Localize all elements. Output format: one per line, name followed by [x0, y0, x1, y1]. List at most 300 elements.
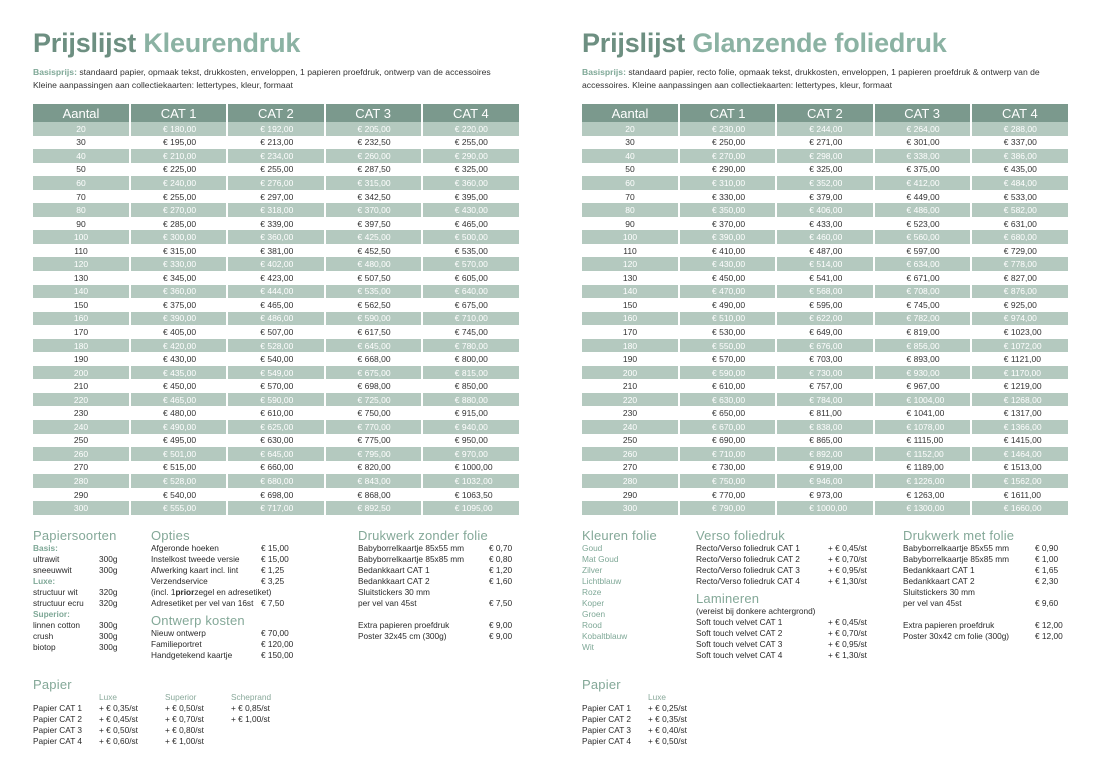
foil-color-item: Groen [582, 609, 606, 619]
column-header-amount: Aantal [582, 104, 679, 122]
price-cell: € 352,00 [776, 176, 873, 190]
price-cell: € 1366,00 [971, 420, 1068, 434]
list-item [358, 620, 548, 631]
price-cell: € 946,00 [776, 474, 873, 488]
price-cell: € 325,00 [422, 163, 519, 177]
section-title: Verso foliedruk [696, 528, 785, 543]
list-item [151, 650, 351, 661]
price-cell: € 597,00 [874, 244, 971, 258]
column-header-cat2: CAT 2 [776, 104, 873, 122]
price-cell: € 370,00 [325, 203, 422, 217]
price-cell: € 510,00 [679, 312, 776, 326]
price-cell: € 330,00 [679, 190, 776, 204]
print-with-foil-section [903, 530, 1093, 642]
table-row [33, 257, 519, 271]
section-title: Ontwerp kosten [151, 613, 245, 628]
spacer [33, 692, 99, 703]
amount-cell: 120 [33, 257, 130, 271]
adjustments-text: accessoires. Kleine aanpassingen aan collectiekaarten: lettertypes, kleur, formaat [582, 79, 893, 90]
list-item [33, 598, 148, 609]
item-label: Adresetiket per vel van 16st [151, 598, 254, 608]
price-cell: € 397,50 [325, 217, 422, 231]
list-item [696, 628, 896, 639]
price-cell: € 717,00 [227, 501, 324, 515]
price-cell: € 590,00 [679, 366, 776, 380]
price-cell: € 1032,00 [422, 474, 519, 488]
price-cell: € 230,00 [679, 122, 776, 136]
price-cell: € 640,00 [422, 285, 519, 299]
section-title: Opties [151, 528, 190, 543]
column-header-cat4: CAT 4 [422, 104, 519, 122]
price-cell: € 260,00 [325, 149, 422, 163]
price-cell: € 815,00 [422, 366, 519, 380]
page-title [582, 28, 947, 59]
price-cell: € 550,00 [679, 339, 776, 353]
base-price-text: standaard papier, opmaak tekst, drukkosten, enveloppen, 1 papieren proefdruk, ontwerp van de accessoires [76, 67, 491, 77]
amount-cell: 210 [33, 379, 130, 393]
title-part-2: Glanzende foliedruk [692, 28, 947, 58]
price-cell: € 375,00 [130, 298, 227, 312]
item-price: 300g [99, 620, 118, 630]
amount-cell: 60 [33, 176, 130, 190]
price-cell: € 838,00 [776, 420, 873, 434]
amount-cell: 30 [33, 136, 130, 150]
item-label: Babyborrelkaartje 85x85 mm [358, 554, 465, 564]
item-label: per vel van 45st [358, 598, 417, 608]
price-cell: € 381,00 [227, 244, 324, 258]
price-cell: € 1317,00 [971, 406, 1068, 420]
amount-cell: 40 [582, 149, 679, 163]
price-cell: € 412,00 [874, 176, 971, 190]
item-price: 320g [99, 598, 118, 608]
paper-price: + € 0,50/st [165, 703, 204, 713]
item-price: € 9,00 [489, 631, 513, 641]
list-item [696, 576, 896, 587]
price-cell: € 287,50 [325, 163, 422, 177]
item-label: Bedankkaart CAT 1 [903, 565, 975, 575]
price-cell: € 480,00 [325, 257, 422, 271]
paper-price: + € 0,45/st [99, 714, 138, 724]
price-cell: € 865,00 [776, 434, 873, 448]
price-cell: € 967,00 [874, 379, 971, 393]
table-row [33, 203, 519, 217]
price-cell: € 630,00 [679, 393, 776, 407]
amount-cell: 270 [33, 461, 130, 475]
price-cell: € 827,00 [971, 271, 1068, 285]
price-cell: € 671,00 [874, 271, 971, 285]
price-cell: € 582,00 [971, 203, 1068, 217]
price-cell: € 1063,50 [422, 488, 519, 502]
price-cell: € 649,00 [776, 325, 873, 339]
print-no-foil-section [358, 530, 548, 642]
price-cell: € 625,00 [227, 420, 324, 434]
item-label: Afgeronde hoeken [151, 543, 219, 553]
price-cell: € 345,00 [130, 271, 227, 285]
price-cell: € 595,00 [776, 298, 873, 312]
list-item [358, 609, 548, 620]
amount-cell: 120 [582, 257, 679, 271]
price-cell: € 782,00 [874, 312, 971, 326]
item-label: Recto/Verso foliedruk CAT 1 [696, 543, 800, 553]
item-price: € 12,00 [1035, 620, 1063, 630]
item-label: structuur ecru [33, 598, 84, 608]
price-cell: € 676,00 [776, 339, 873, 353]
price-cell: € 710,00 [422, 312, 519, 326]
list-item [151, 587, 351, 598]
amount-cell: 60 [582, 176, 679, 190]
table-row [33, 352, 519, 366]
title-part-1: Prijslijst [33, 28, 137, 58]
price-cell: € 210,00 [130, 149, 227, 163]
list-item [151, 639, 351, 650]
verso-foil-section [696, 530, 896, 661]
foil-colors-section [582, 530, 692, 653]
amount-cell: 220 [33, 393, 130, 407]
price-cell: € 213,00 [227, 136, 324, 150]
item-label: Nieuw ontwerp [151, 628, 206, 638]
price-cell: € 843,00 [325, 474, 422, 488]
price-cell: € 562,50 [325, 298, 422, 312]
item-price: € 15,00 [261, 554, 289, 564]
table-row [582, 285, 1068, 299]
paper-price: + € 0,35/st [648, 714, 687, 724]
item-price: € 3,25 [261, 576, 285, 586]
price-cell: € 390,00 [679, 230, 776, 244]
price-cell: € 650,00 [679, 406, 776, 420]
item-price: 300g [99, 565, 118, 575]
price-cell: € 423,00 [227, 271, 324, 285]
table-row [33, 298, 519, 312]
table-row [33, 163, 519, 177]
item-label: Babyborrelkaartje 85x55 mm [903, 543, 1010, 553]
item-label: Instelkost tweede versie [151, 554, 240, 564]
price-cell: € 876,00 [971, 285, 1068, 299]
amount-cell: 80 [582, 203, 679, 217]
item-label: Recto/Verso foliedruk CAT 3 [696, 565, 800, 575]
list-item [582, 736, 782, 747]
item-label: Afwerking kaart incl. lint [151, 565, 239, 575]
paper-column-header: Luxe [99, 692, 117, 702]
price-cell: € 430,00 [130, 352, 227, 366]
table-row [582, 136, 1068, 150]
list-item [358, 543, 548, 554]
column-header-cat1: CAT 1 [679, 104, 776, 122]
paper-header-row [33, 692, 333, 703]
item-label: Recto/Verso foliedruk CAT 4 [696, 576, 800, 586]
price-cell: € 528,00 [227, 339, 324, 353]
amount-cell: 230 [582, 406, 679, 420]
table-row [582, 488, 1068, 502]
amount-cell: 170 [33, 325, 130, 339]
table-row [582, 244, 1068, 258]
table-row [33, 420, 519, 434]
table-row [582, 298, 1068, 312]
price-cell: € 973,00 [776, 488, 873, 502]
item-price: € 0,80 [489, 554, 513, 564]
spacer [582, 692, 648, 703]
list-item [151, 628, 351, 639]
table-row [33, 366, 519, 380]
table-row [582, 447, 1068, 461]
table-row [582, 163, 1068, 177]
price-cell: € 264,00 [874, 122, 971, 136]
item-price: € 7,50 [489, 598, 513, 608]
list-item [903, 576, 1093, 587]
price-cell: € 892,00 [776, 447, 873, 461]
table-row [33, 230, 519, 244]
amount-cell: 150 [33, 298, 130, 312]
price-cell: € 630,00 [227, 434, 324, 448]
price-cell: € 420,00 [130, 339, 227, 353]
column-header-cat3: CAT 3 [325, 104, 422, 122]
price-cell: € 486,00 [227, 312, 324, 326]
price-cell: € 1095,00 [422, 501, 519, 515]
item-price: € 1,65 [1035, 565, 1059, 575]
table-row [582, 501, 1068, 515]
foil-color-item: Kobaltblauw [582, 631, 628, 641]
group-label: Superior: [33, 609, 70, 619]
price-cell: € 533,00 [971, 190, 1068, 204]
table-row [582, 352, 1068, 366]
list-item [696, 554, 896, 565]
item-price: € 0,70 [489, 543, 513, 553]
column-header-amount: Aantal [33, 104, 130, 122]
amount-cell: 280 [582, 474, 679, 488]
amount-cell: 210 [582, 379, 679, 393]
list-item [582, 725, 782, 736]
item-price: € 1,20 [489, 565, 513, 575]
price-cell: € 180,00 [130, 122, 227, 136]
price-cell: € 300,00 [130, 230, 227, 244]
price-cell: € 515,00 [130, 461, 227, 475]
price-cell: € 195,00 [130, 136, 227, 150]
price-cell: € 495,00 [130, 434, 227, 448]
note-bold: prior [175, 587, 195, 597]
price-cell: € 232,50 [325, 136, 422, 150]
item-label: structuur wit [33, 587, 78, 597]
list-item [582, 703, 782, 714]
price-cell: € 410,00 [679, 244, 776, 258]
section-title: Drukwerk zonder folie [358, 528, 488, 543]
price-cell: € 405,00 [130, 325, 227, 339]
table-row [582, 420, 1068, 434]
price-cell: € 590,00 [325, 312, 422, 326]
group-label: Luxe: [33, 576, 56, 586]
price-cell: € 490,00 [679, 298, 776, 312]
price-cell: € 395,00 [422, 190, 519, 204]
table-row [582, 434, 1068, 448]
item-label: Familieportret [151, 639, 202, 649]
table-row [33, 501, 519, 515]
amount-cell: 140 [33, 285, 130, 299]
table-row [582, 312, 1068, 326]
foil-color-item: Roze [582, 587, 602, 597]
price-cell: € 490,00 [130, 420, 227, 434]
table-row [582, 176, 1068, 190]
page-title [33, 28, 300, 59]
table-row [33, 176, 519, 190]
price-cell: € 1000,00 [776, 501, 873, 515]
price-cell: € 610,00 [227, 406, 324, 420]
item-price: € 9,60 [1035, 598, 1059, 608]
title-part-2: Kleurendruk [143, 28, 301, 58]
table-row [582, 325, 1068, 339]
list-item [903, 565, 1093, 576]
table-row [582, 461, 1068, 475]
table-row [33, 217, 519, 231]
price-cell: € 1263,00 [874, 488, 971, 502]
table-row [33, 244, 519, 258]
price-cell: € 315,00 [325, 176, 422, 190]
price-cell: € 555,00 [130, 501, 227, 515]
price-cell: € 430,00 [422, 203, 519, 217]
price-cell: € 710,00 [679, 447, 776, 461]
table-row [33, 406, 519, 420]
price-cell: € 730,00 [679, 461, 776, 475]
item-label [903, 609, 1035, 620]
price-cell: € 318,00 [227, 203, 324, 217]
foil-color-item: Lichtblauw [582, 576, 622, 586]
item-price: € 150,00 [261, 650, 294, 660]
list-item [696, 617, 896, 628]
price-cell: € 234,00 [227, 149, 324, 163]
price-cell: € 549,00 [227, 366, 324, 380]
note-text: zegel en adresetiket) [194, 587, 272, 597]
table-row [33, 190, 519, 204]
price-cell: € 192,00 [227, 122, 324, 136]
item-price: 300g [99, 554, 118, 564]
price-cell: € 1415,00 [971, 434, 1068, 448]
table-row [33, 271, 519, 285]
price-cell: € 750,00 [325, 406, 422, 420]
price-cell: € 778,00 [971, 257, 1068, 271]
item-label: Soft touch velvet CAT 3 [696, 639, 783, 649]
list-item [33, 620, 148, 631]
item-price: + € 0,45/st [828, 617, 867, 627]
paper-column-header: Superior [165, 692, 197, 702]
price-cell: € 790,00 [679, 501, 776, 515]
amount-cell: 40 [33, 149, 130, 163]
base-price-description [582, 66, 1068, 91]
list-item [33, 565, 148, 576]
price-cell: € 745,00 [422, 325, 519, 339]
paper-section [582, 679, 782, 747]
list-item [33, 736, 333, 747]
list-item [151, 554, 351, 565]
list-item [903, 554, 1093, 565]
item-label: Poster 30x42 cm folie (300g) [903, 631, 1010, 641]
price-cell: € 568,00 [776, 285, 873, 299]
amount-cell: 260 [582, 447, 679, 461]
table-row [33, 447, 519, 461]
price-cell: € 1041,00 [874, 406, 971, 420]
amount-cell: 30 [582, 136, 679, 150]
paper-price [231, 725, 297, 736]
table-row [33, 461, 519, 475]
price-cell: € 390,00 [130, 312, 227, 326]
base-price-description [33, 66, 519, 91]
price-cell: € 868,00 [325, 488, 422, 502]
column-header-cat2: CAT 2 [227, 104, 324, 122]
amount-cell: 270 [582, 461, 679, 475]
paper-label: Papier CAT 4 [33, 736, 83, 746]
price-cell: € 535,00 [422, 244, 519, 258]
paper-price: + € 0,25/st [648, 703, 687, 713]
item-label: Bedankkaart CAT 2 [903, 576, 975, 586]
table-row [582, 190, 1068, 204]
item-price: 300g [99, 631, 118, 641]
table-row [582, 339, 1068, 353]
price-cell: € 819,00 [874, 325, 971, 339]
list-item [151, 543, 351, 554]
paper-label: Papier CAT 3 [33, 725, 83, 735]
list-item [33, 554, 148, 565]
list-item [696, 639, 896, 650]
price-cell: € 730,00 [776, 366, 873, 380]
price-cell: € 330,00 [130, 257, 227, 271]
title-part-1: Prijslijst [582, 28, 686, 58]
item-label: Extra papieren proefdruk [358, 620, 450, 630]
list-item [358, 554, 548, 565]
item-label: Bedankkaart CAT 1 [358, 565, 430, 575]
note-text: (incl. 1 [151, 587, 176, 597]
price-cell: € 480,00 [130, 406, 227, 420]
item-price: € 0,90 [1035, 543, 1059, 553]
price-cell: € 270,00 [130, 203, 227, 217]
price-cell: € 301,00 [874, 136, 971, 150]
item-label: biotop [33, 642, 56, 652]
price-cell: € 1121,00 [971, 352, 1068, 366]
paper-price: + € 1,00/st [165, 736, 204, 746]
price-cell: € 452,50 [325, 244, 422, 258]
price-cell: € 703,00 [776, 352, 873, 366]
item-price: € 9,00 [489, 620, 513, 630]
amount-cell: 80 [33, 203, 130, 217]
list-item [151, 598, 351, 609]
price-cell: € 856,00 [874, 339, 971, 353]
price-cell: € 795,00 [325, 447, 422, 461]
price-cell: € 470,00 [679, 285, 776, 299]
item-price: € 2,30 [1035, 576, 1059, 586]
list-item [33, 703, 333, 714]
price-cell: € 465,00 [422, 217, 519, 231]
price-cell: € 430,00 [679, 257, 776, 271]
item-price: € 1,60 [489, 576, 513, 586]
item-price: + € 0,70/st [828, 554, 867, 564]
amount-cell: 160 [582, 312, 679, 326]
paper-label: Papier CAT 4 [582, 736, 632, 746]
amount-cell: 250 [582, 434, 679, 448]
price-cell: € 780,00 [422, 339, 519, 353]
price-cell: € 460,00 [776, 230, 873, 244]
section-title: Kleuren folie [582, 528, 657, 543]
foil-color-item: Zilver [582, 565, 603, 575]
item-label: Babyborrelkaartje 85x85 mm [903, 554, 1010, 564]
adjustments-text: Kleine aanpassingen aan collectiekaarten: lettertypes, kleur, formaat [33, 79, 293, 90]
price-cell: € 750,00 [679, 474, 776, 488]
price-cell: € 1000,00 [422, 461, 519, 475]
price-cell: € 500,00 [422, 230, 519, 244]
list-item [358, 565, 548, 576]
price-cell: € 276,00 [227, 176, 324, 190]
price-cell: € 360,00 [130, 285, 227, 299]
paper-price: + € 0,80/st [165, 725, 204, 735]
price-cell: € 486,00 [874, 203, 971, 217]
price-cell: € 725,00 [325, 393, 422, 407]
price-cell: € 342,50 [325, 190, 422, 204]
price-cell: € 698,00 [325, 379, 422, 393]
amount-cell: 160 [33, 312, 130, 326]
